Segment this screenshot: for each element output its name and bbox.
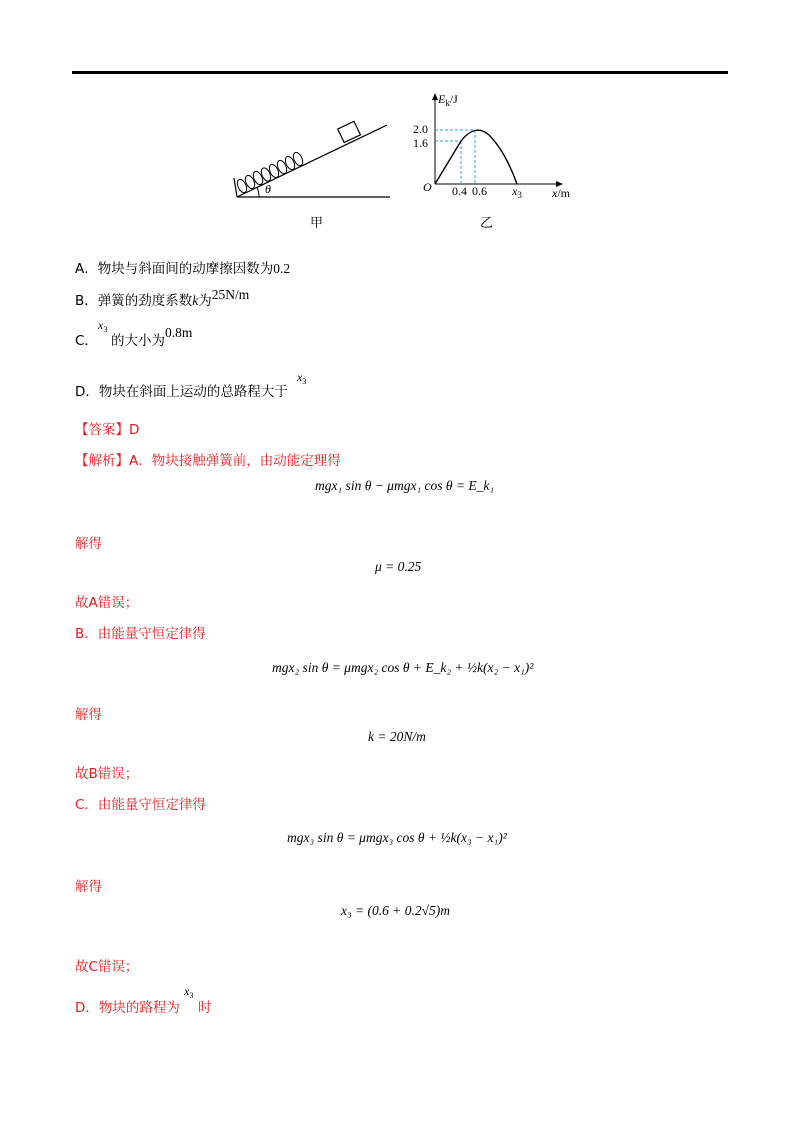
option-b: B．弹簧的劲度系数k为25N/m (75, 287, 250, 309)
incline-figure (225, 110, 395, 205)
d-tail: 时 (198, 1000, 212, 1016)
option-d-x3: $x_3$ (297, 370, 307, 386)
x-axis-label: x/m (552, 186, 570, 200)
y-tick-1-6: 1.6 (413, 136, 428, 150)
solve-label-1: 解得 (75, 536, 102, 552)
option-c: C． (75, 333, 98, 349)
y-tick-2: 2.0 (413, 122, 428, 136)
conclusion-c: 故C错误； (75, 959, 139, 975)
conclusion-a: 故A错误； (75, 595, 139, 611)
answer-line: 【答案】D (75, 422, 140, 438)
d-intro: D．物块的路程为 (75, 1000, 180, 1016)
equation-1: mgx₁ sin θ − μmgx₁ cos θ = E_k₁ (315, 478, 495, 493)
analysis-intro: 【解析】A．物块接触弹簧前，由动能定理得 (75, 453, 341, 469)
equation-4: k = 20N/m (368, 729, 426, 744)
caption-right: 乙 (480, 216, 494, 231)
b-intro: B．由能量守恒定律得 (75, 626, 206, 642)
option-c-text: 的大小为0.8m (111, 325, 193, 349)
origin-label: O (423, 180, 432, 194)
c-intro: C．由能量守恒定律得 (75, 797, 206, 813)
y-axis-label: $E_k/J$ (438, 92, 458, 108)
equation-6: x₃ = (0.6 + 0.2√5)m (341, 903, 451, 918)
caption-left: 甲 (310, 216, 324, 231)
equation-5: mgx₃ sin θ = μmgx₃ cos θ + ½k(x₃ − x₁)² (287, 830, 507, 845)
solve-label-2: 解得 (75, 707, 102, 723)
conclusion-b: 故B错误； (75, 766, 139, 782)
x-tick-0-6: 0.6 (472, 184, 487, 198)
solve-label-3: 解得 (75, 879, 102, 895)
x3-tick: $x_3$ (512, 184, 522, 200)
equation-3: mgx₂ sin θ = μmgx₂ cos θ + E_k₂ + ½k(x₂ − x₁)² (272, 660, 534, 675)
option-d: D．物块在斜面上运动的总路程大于 (75, 384, 288, 400)
option-a: A．物块与斜面间的动摩擦因数为0.2 (75, 261, 291, 277)
header-rule (72, 71, 728, 74)
option-c-x3: $x_3$ (98, 318, 108, 334)
theta-label: θ (265, 182, 271, 196)
equation-2: μ = 0.25 (375, 559, 422, 574)
d-x3: $x_3$ (184, 984, 194, 1000)
x-tick-0-4: 0.4 (452, 184, 467, 198)
